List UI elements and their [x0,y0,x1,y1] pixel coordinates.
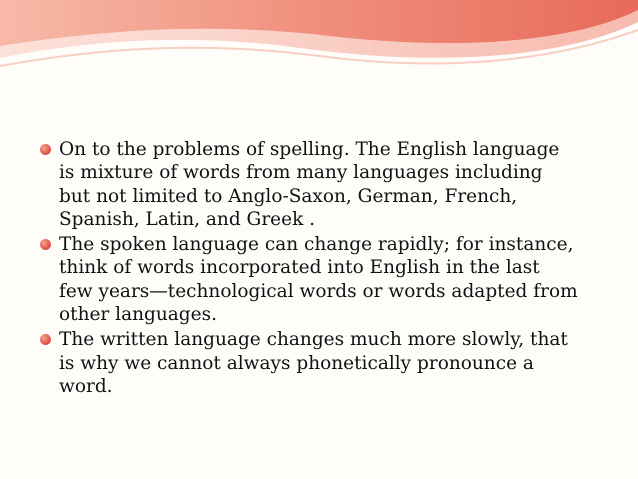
bullet-line: few years—technological words or words adapted from [59,280,578,302]
slide-body [40,138,610,400]
bullet-line: The written language changes much more slowly, that [59,329,568,351]
bullet-list [40,138,610,398]
bullet-icon [40,144,51,155]
bullet-line: other languages. [59,304,217,326]
bullet-icon [40,334,51,345]
bullet-line: is mixture of words from many languages including [59,162,543,184]
header-wave-decoration [0,0,638,80]
bullet-item [40,328,610,398]
bullet-line: On to the problems of spelling. The English language [59,139,560,160]
bullet-item [40,233,610,326]
bullet-line: word. [59,375,113,397]
bullet-line: Spanish, Latin, and Greek . [59,208,316,230]
bullet-line: is why we cannot always phonetically pronounce a [59,352,534,374]
bullet-line: The spoken language can change rapidly; for instance, [59,234,574,256]
bullet-icon [40,239,51,250]
bullet-item [40,138,610,231]
bullet-line: think of words incorporated into English in the last [59,257,540,279]
bullet-line: but not limited to Anglo-Saxon, German, French, [59,185,518,207]
